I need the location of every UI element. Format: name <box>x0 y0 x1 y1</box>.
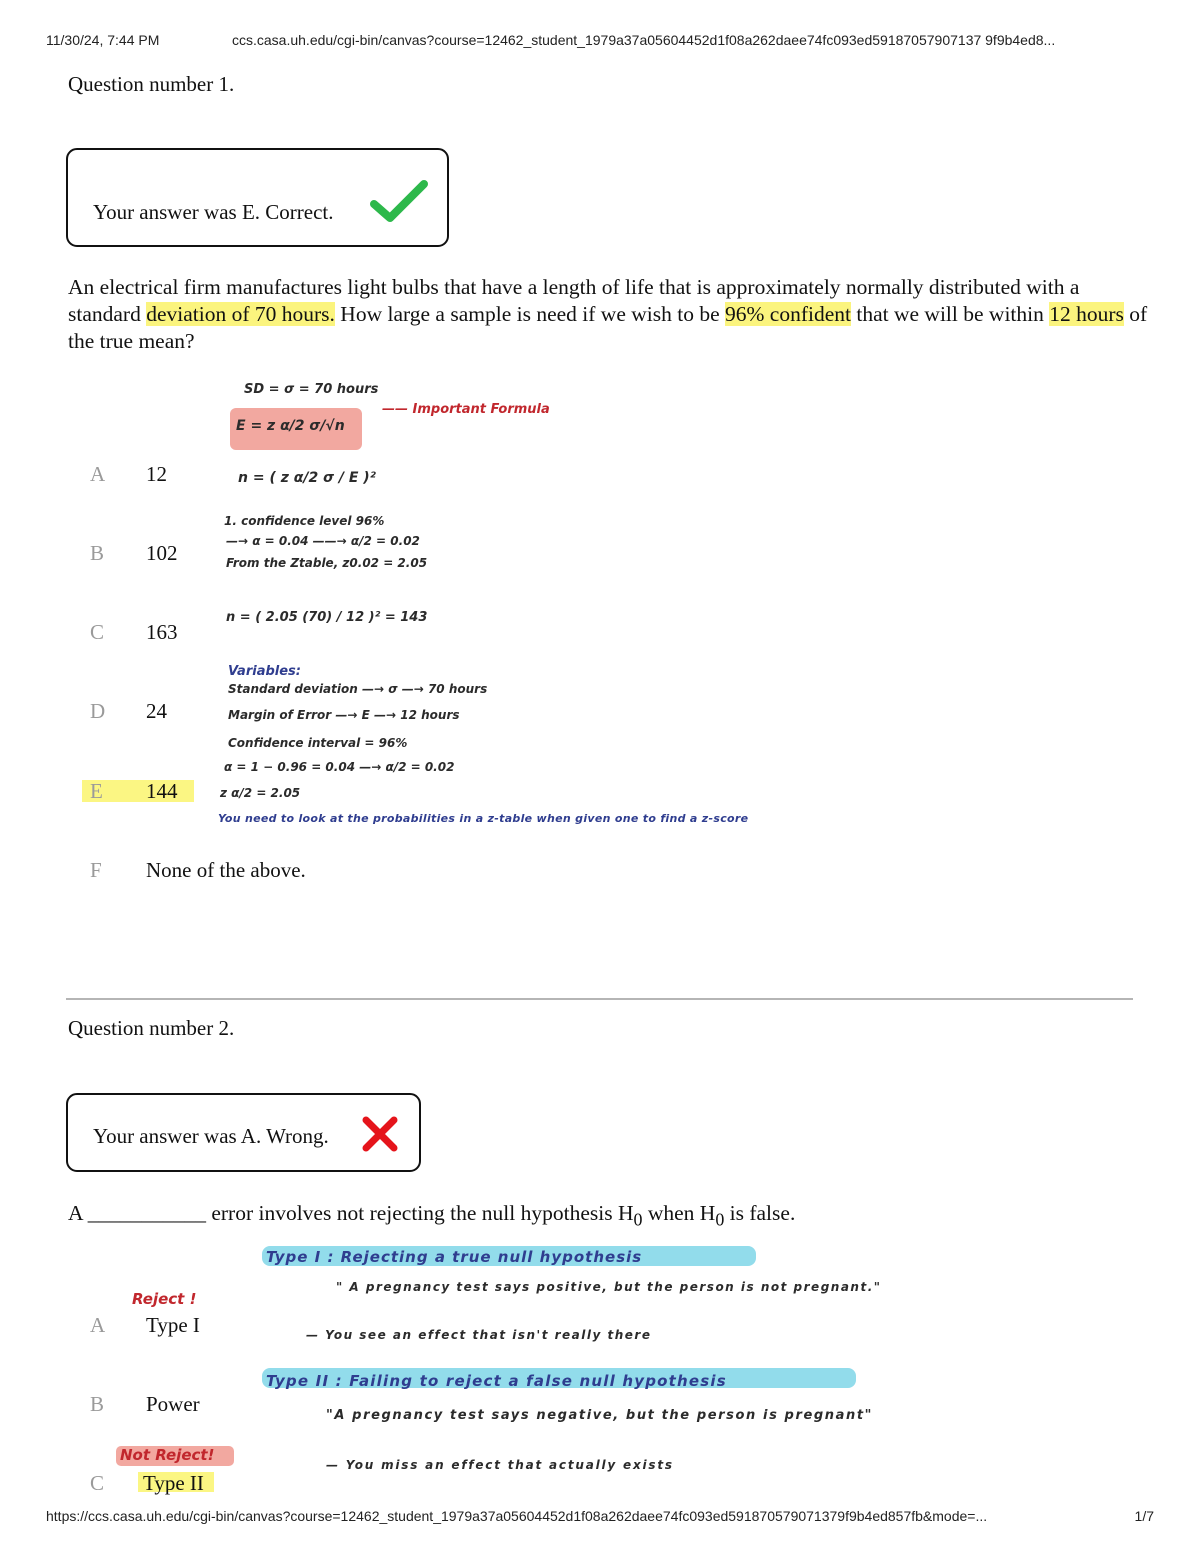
prompt-text: How large a sample is need if we wish to be <box>334 302 726 326</box>
note-var-confidence: Confidence interval = 96% <box>228 736 408 750</box>
note-important-formula: —— Important Formula <box>382 402 550 417</box>
option-f-letter[interactable]: F <box>90 858 102 882</box>
prompt-text: An electrical firm manufactures light bulbs that have a length of life that is approximately normally distributed with a standard <box>68 275 1080 326</box>
question-1-result-box <box>66 148 449 247</box>
note-var-margin: Margin of Error —→ E —→ 12 hours <box>228 708 460 722</box>
note-step-3: From the Ztable, z0.02 = 2.05 <box>226 556 428 570</box>
question-2-prompt <box>68 1200 1148 1233</box>
question-2-number: Question number 2. <box>68 1016 235 1040</box>
option-a-value[interactable]: 12 <box>146 462 167 486</box>
note-n-formula: n = ( z α/2 σ / E )² <box>238 470 376 486</box>
option-d-value[interactable]: 24 <box>146 699 167 723</box>
q2-option-a-value[interactable]: Type I <box>146 1313 200 1337</box>
option-e-value[interactable]: 144 <box>146 779 178 803</box>
note-var-alpha: α = 1 − 0.96 = 0.04 —→ α/2 = 0.02 <box>224 760 455 774</box>
note-not-reject: Not Reject! <box>120 1446 215 1464</box>
prompt-text: A ___________ error involves not rejecting the null hypothesis H <box>68 1201 634 1225</box>
option-b-letter[interactable]: B <box>90 541 105 565</box>
q2-option-c-letter[interactable]: C <box>90 1471 105 1495</box>
q2-option-b-value[interactable]: Power <box>146 1392 200 1416</box>
prompt-highlight: deviation of 70 hours. <box>146 302 335 326</box>
note-formula: E = z α/2 σ/√n <box>236 418 345 434</box>
note-calculation: n = ( 2.05 (70) / 12 )² = 143 <box>226 610 428 625</box>
q2-option-b-letter[interactable]: B <box>90 1392 105 1416</box>
prompt-text: is false. <box>724 1201 796 1225</box>
note-var-z: z α/2 = 2.05 <box>220 786 301 800</box>
note-step-1: 1. confidence level 96% <box>224 514 385 528</box>
note-step-2: —→ α = 0.04 ——→ α/2 = 0.02 <box>226 534 420 548</box>
option-e-letter[interactable]: E <box>90 779 103 803</box>
question-2-result-box <box>66 1093 421 1172</box>
print-datetime: 11/30/24, 7:44 PM <box>46 32 160 48</box>
prompt-text: when H <box>642 1201 716 1225</box>
subscript-zero: 0 <box>715 1209 725 1230</box>
prompt-text: that we will be within <box>851 302 1050 326</box>
note-type-2-example: "A pregnancy test says negative, but the person is pregnant" <box>326 1408 874 1423</box>
note-z-table-tip: You need to look at the probabilities in a z-table when given one to find a z-score <box>218 812 749 825</box>
option-c-value[interactable]: 163 <box>146 620 178 644</box>
note-sd: SD = σ = 70 hours <box>244 382 379 397</box>
q2-option-a-letter[interactable]: A <box>90 1313 106 1337</box>
option-b-value[interactable]: 102 <box>146 541 178 565</box>
prompt-highlight: 96% confident <box>725 302 851 326</box>
prompt-highlight: 12 hours <box>1049 302 1124 326</box>
option-d-letter[interactable]: D <box>90 699 106 723</box>
question-2-result-text: Your answer was A. Wrong. <box>93 1124 329 1148</box>
note-type-2-desc: — You miss an effect that actually exists <box>326 1458 674 1472</box>
question-1-number: Question number 1. <box>68 72 235 96</box>
print-footer-url: https://ccs.casa.uh.edu/cgi-bin/canvas?course=12462_student_1979a37a05604452d1f08a262daee74fc093ed591870579071379f9b4ed857fb&mode=... <box>46 1508 988 1524</box>
note-reject: Reject ! <box>132 1290 197 1308</box>
checkmark-icon <box>370 180 428 224</box>
question-divider <box>66 998 1133 1000</box>
note-type-2-title: Type II : Failing to reject a false null hypothesis <box>266 1372 727 1390</box>
note-type-1-example: " A pregnancy test says positive, but the person is not pregnant." <box>336 1280 882 1294</box>
question-1-prompt <box>68 274 1148 355</box>
question-1-result-text: Your answer was E. Correct. <box>93 200 334 224</box>
prompt-text: of the true mean? <box>68 302 1148 353</box>
note-var-sd: Standard deviation —→ σ —→ 70 hours <box>228 682 488 696</box>
page-number: 1/7 <box>1134 1508 1154 1524</box>
note-type-1-desc: — You see an effect that isn't really there <box>306 1328 652 1342</box>
note-type-1-title: Type I : Rejecting a true null hypothesis <box>266 1248 643 1266</box>
subscript-zero: 0 <box>633 1209 643 1230</box>
q2-option-c-value[interactable]: Type II <box>143 1471 204 1495</box>
note-variables-title: Variables: <box>228 664 301 679</box>
option-a-letter[interactable]: A <box>90 462 106 486</box>
option-c-letter[interactable]: C <box>90 620 105 644</box>
option-f-value[interactable]: None of the above. <box>146 858 306 882</box>
cross-icon <box>361 1115 399 1153</box>
print-header-url: ccs.casa.uh.edu/cgi-bin/canvas?course=12462_student_1979a37a05604452d1f08a262daee74fc093ed59187057907137 9f9b4ed8... <box>232 32 1056 48</box>
